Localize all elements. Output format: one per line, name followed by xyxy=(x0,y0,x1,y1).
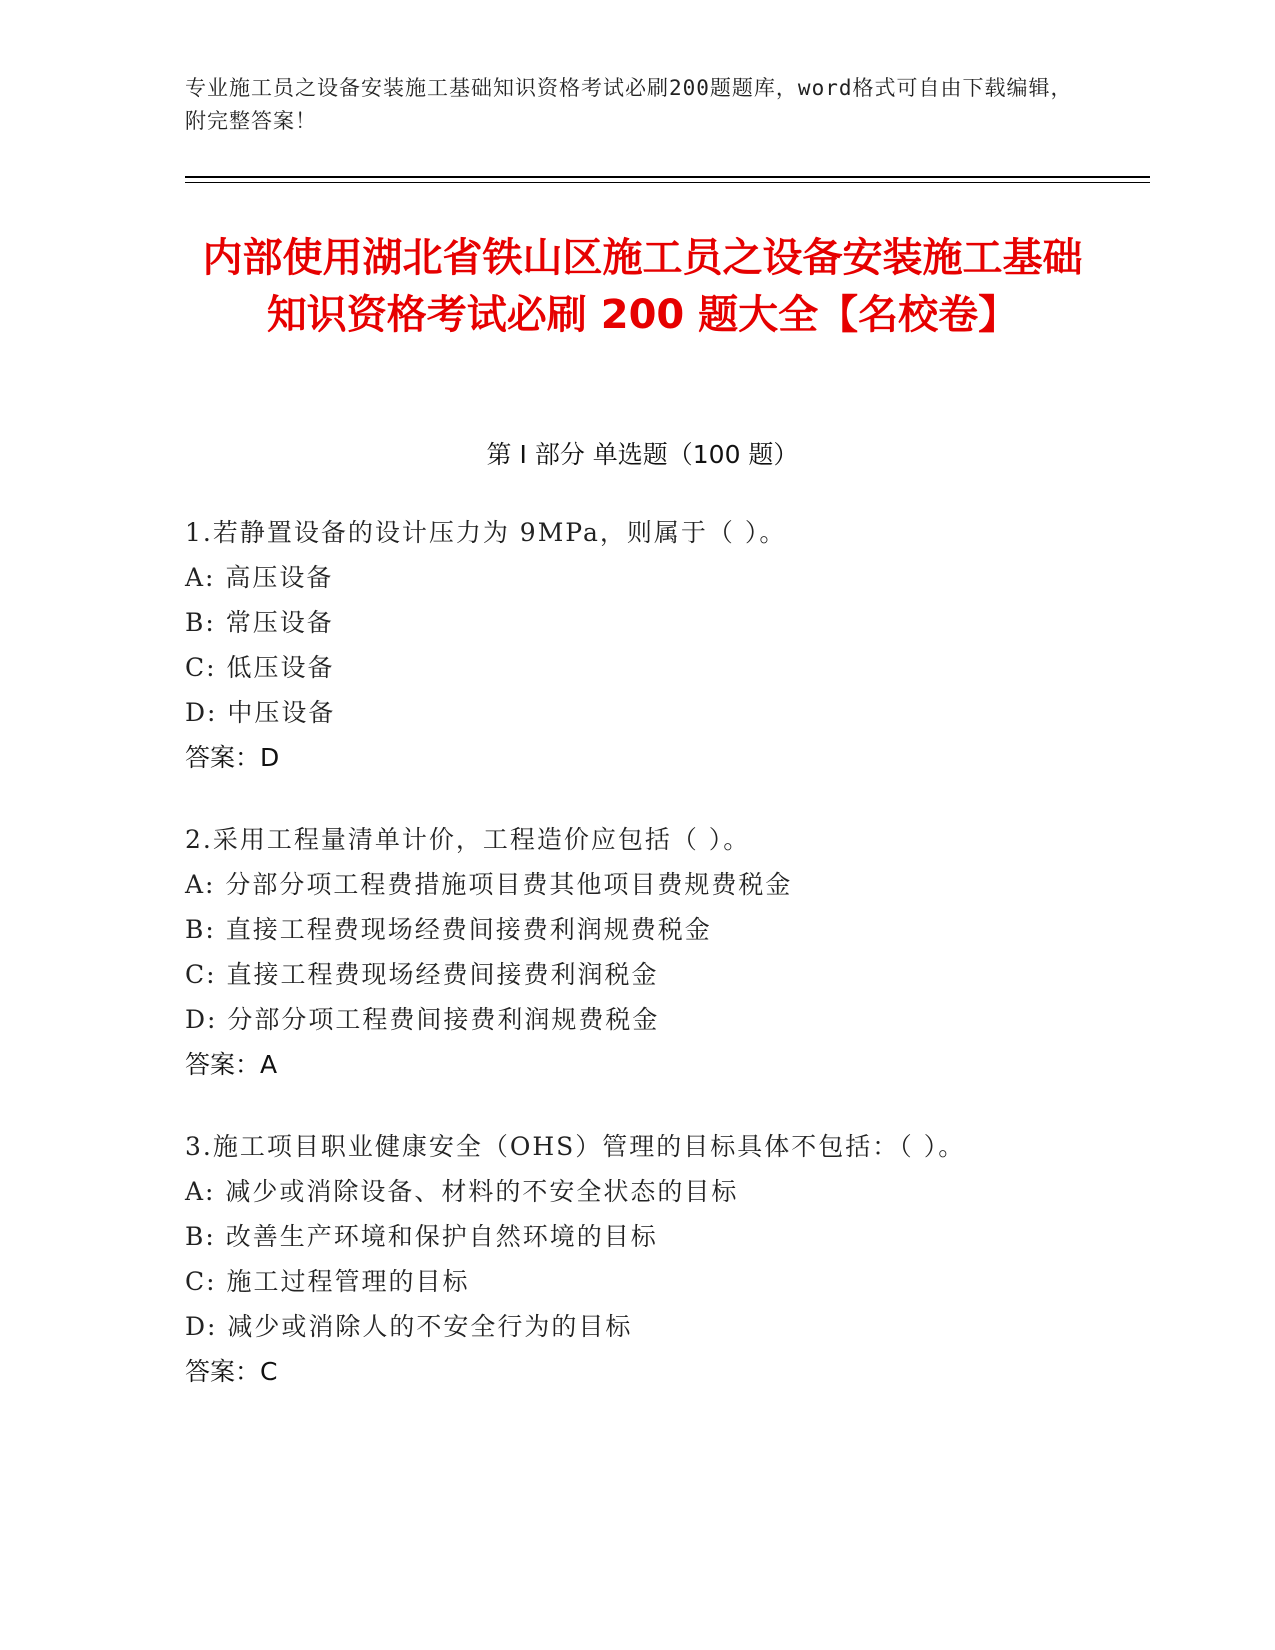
question-block-2 xyxy=(185,817,1135,1087)
header-divider-thick xyxy=(185,176,1150,178)
header-divider-thin xyxy=(185,182,1150,183)
option-a: A: 高压设备 xyxy=(185,563,334,592)
question-block-3 xyxy=(185,1124,1135,1394)
option-c: C: 低压设备 xyxy=(185,653,335,682)
answer-line: 答案：A xyxy=(185,1050,278,1079)
question-block-1 xyxy=(185,510,1135,780)
option-b: B: 改善生产环境和保护自然环境的目标 xyxy=(185,1222,658,1251)
answer-line: 答案：C xyxy=(185,1357,278,1386)
option-b: B: 常压设备 xyxy=(185,608,334,637)
option-d: D: 分部分项工程费间接费利润规费税金 xyxy=(185,1005,660,1034)
option-c: C: 施工过程管理的目标 xyxy=(185,1267,470,1296)
option-b: B: 直接工程费现场经费间接费利润规费税金 xyxy=(185,915,712,944)
option-a: A: 分部分项工程费措施项目费其他项目费规费税金 xyxy=(185,870,793,899)
option-c: C: 直接工程费现场经费间接费利润税金 xyxy=(185,960,659,989)
option-d: D: 减少或消除人的不安全行为的目标 xyxy=(185,1312,633,1341)
option-a: A: 减少或消除设备、材料的不安全状态的目标 xyxy=(185,1177,739,1206)
question-stem: 1.若静置设备的设计压力为 9MPa，则属于（ ）。 xyxy=(185,518,787,547)
question-stem: 2.采用工程量清单计价，工程造价应包括（ ）。 xyxy=(185,825,751,854)
header-note: 专业施工员之设备安装施工基础知识资格考试必刷200题题库，word格式可自由下载编辑，附完整答案！ xyxy=(185,76,1073,133)
section-heading: 第 I 部分 单选题（100 题） xyxy=(486,440,799,469)
document-title: 内部使用湖北省铁山区施工员之设备安装施工基础知识资格考试必刷 200 题大全【名校卷】 xyxy=(202,235,1083,338)
question-stem: 3.施工项目职业健康安全（OHS）管理的目标具体不包括：（ ）。 xyxy=(185,1132,966,1161)
answer-line: 答案：D xyxy=(185,743,280,772)
option-d: D: 中压设备 xyxy=(185,698,336,727)
